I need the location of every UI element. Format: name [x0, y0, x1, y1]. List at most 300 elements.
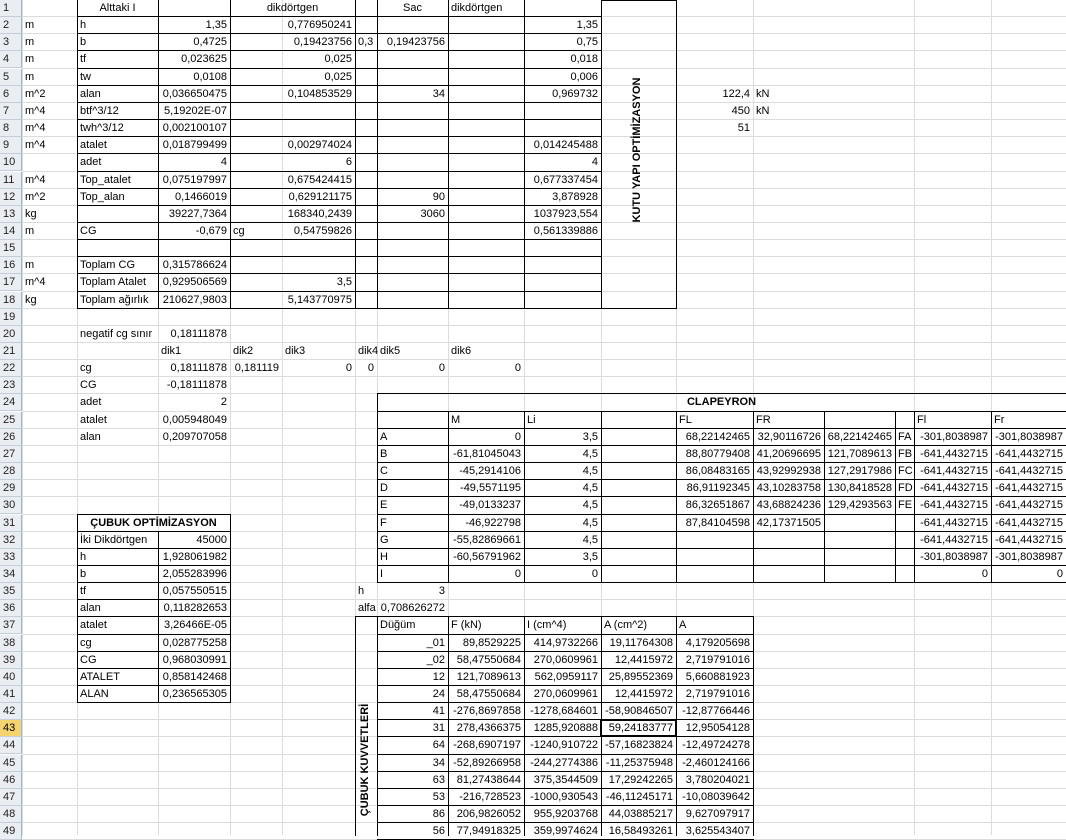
- row-header[interactable]: 33: [0, 549, 22, 566]
- label-cell[interactable]: Toplam CG: [80, 259, 136, 271]
- value-cell[interactable]: 90: [432, 191, 445, 203]
- value-cell[interactable]: [355, 120, 377, 137]
- label-cell[interactable]: [230, 120, 282, 137]
- dik-header[interactable]: dik3: [285, 345, 306, 357]
- row-header[interactable]: 22: [0, 360, 22, 377]
- value-cell[interactable]: 0,929506569: [162, 276, 227, 288]
- value-cell[interactable]: [355, 206, 377, 223]
- value-cell[interactable]: 0,006: [570, 71, 598, 83]
- value-cell[interactable]: [377, 292, 448, 309]
- clap-header-M[interactable]: M: [451, 414, 461, 426]
- middle-value[interactable]: 0,005948049: [162, 414, 227, 426]
- value-cell[interactable]: [377, 240, 448, 257]
- value-cell[interactable]: [355, 51, 377, 68]
- value-cell[interactable]: 0,002974024: [287, 139, 352, 151]
- side-value[interactable]: 122,4: [722, 88, 750, 100]
- kuv-value[interactable]: -10,08039642: [682, 791, 750, 803]
- kuv-value[interactable]: _01: [426, 637, 445, 649]
- clap-FR[interactable]: 43,10283758: [756, 482, 821, 494]
- label-cell[interactable]: [230, 17, 282, 34]
- kuv-value[interactable]: -244,2774386: [530, 757, 598, 769]
- clap-sum[interactable]: 68,22142465: [827, 431, 892, 443]
- clap-FR[interactable]: [753, 566, 824, 583]
- clap-Fl[interactable]: -301,8038987: [920, 431, 988, 443]
- unit-cell[interactable]: m: [25, 71, 35, 83]
- clap-Fr[interactable]: -641,4432715: [995, 465, 1063, 477]
- kuv-value[interactable]: 58,47550684: [456, 688, 521, 700]
- unit-cell[interactable]: [22, 154, 77, 171]
- row-header[interactable]: 30: [0, 497, 22, 514]
- clap-Li[interactable]: 4,5: [582, 482, 598, 494]
- value-cell[interactable]: 6: [345, 156, 352, 168]
- kuv-value[interactable]: 25,89552369: [608, 671, 673, 683]
- value-cell[interactable]: [355, 240, 377, 257]
- value-cell[interactable]: [524, 292, 601, 309]
- value-cell[interactable]: [377, 154, 448, 171]
- label-cell[interactable]: twh^3/12: [80, 122, 124, 134]
- value-cell[interactable]: [377, 257, 448, 274]
- kuv-header[interactable]: A: [679, 619, 687, 631]
- kuv-value[interactable]: 12,95054128: [685, 722, 750, 734]
- kuv-value[interactable]: 77,94918325: [456, 825, 521, 837]
- clap-Fr[interactable]: 0: [1056, 568, 1063, 580]
- alfa-label[interactable]: alfa: [358, 602, 376, 614]
- value-cell[interactable]: 0,677337454: [533, 174, 598, 186]
- middle-value[interactable]: 2: [220, 396, 227, 408]
- clap-tag[interactable]: FA: [898, 431, 912, 443]
- cubuk-opt-value[interactable]: 0,968030991: [162, 654, 227, 666]
- label-cell[interactable]: adet: [80, 156, 102, 168]
- kuv-value[interactable]: 278,4366375: [456, 722, 521, 734]
- cubuk-opt-value[interactable]: 45000: [196, 534, 227, 546]
- clap-FL[interactable]: 68,22142465: [685, 431, 750, 443]
- kuv-value[interactable]: 44,03885217: [608, 808, 673, 820]
- value-cell[interactable]: 5,19202E-07: [164, 105, 227, 117]
- clap-M[interactable]: -61,81045043: [453, 448, 521, 460]
- kuv-value[interactable]: 12,4415972: [614, 688, 673, 700]
- clap-node[interactable]: E: [380, 499, 388, 511]
- negatif-value[interactable]: 0,18111878: [170, 328, 227, 340]
- clap-Li[interactable]: 3,5: [582, 431, 598, 443]
- row-header[interactable]: 36: [0, 600, 22, 617]
- kuv-value[interactable]: 34: [432, 757, 445, 769]
- unit-cell[interactable]: m^4: [25, 276, 46, 288]
- kuv-value[interactable]: 414,9732266: [533, 637, 598, 649]
- cubuk-opt-value[interactable]: 0,118282653: [163, 602, 227, 614]
- cg-value[interactable]: 0,18111878: [170, 362, 227, 374]
- cubuk-opt-label[interactable]: alan: [80, 602, 101, 614]
- value-cell[interactable]: [377, 69, 448, 86]
- dik-header[interactable]: dik4: [358, 345, 379, 357]
- clap-node[interactable]: F: [380, 517, 387, 529]
- kuv-value[interactable]: 270,0609961: [533, 688, 598, 700]
- value-cell[interactable]: 0,002100107: [162, 122, 227, 134]
- label-cell[interactable]: [230, 240, 282, 257]
- clap-M[interactable]: -55,82869661: [453, 534, 521, 546]
- cubuk-opt-label[interactable]: ALAN: [80, 688, 109, 700]
- value-cell[interactable]: 1,35: [576, 19, 598, 31]
- unit-cell[interactable]: m: [25, 19, 35, 31]
- label-cell[interactable]: [230, 51, 282, 68]
- value-cell[interactable]: [355, 154, 377, 171]
- row-header[interactable]: 16: [0, 257, 22, 274]
- row-header[interactable]: 39: [0, 652, 22, 669]
- clap-header-Fr[interactable]: Fr: [994, 414, 1005, 426]
- unit-cell[interactable]: m: [25, 36, 35, 48]
- value-cell[interactable]: [524, 103, 601, 120]
- clap-FL[interactable]: [676, 566, 753, 583]
- side-unit[interactable]: kN: [756, 105, 770, 117]
- cubuk-opt-value[interactable]: 3,26466E-05: [164, 619, 227, 631]
- value-cell[interactable]: 0,969732: [552, 88, 598, 100]
- negatif-label[interactable]: negatif cg sınır: [80, 328, 153, 340]
- kuv-value[interactable]: -1240,910722: [530, 739, 598, 751]
- row-header[interactable]: 23: [0, 377, 22, 394]
- clap-M[interactable]: 0: [514, 568, 521, 580]
- clap-header-Li[interactable]: Li: [527, 414, 536, 426]
- label-cell[interactable]: [230, 206, 282, 223]
- clap-Fl[interactable]: -301,8038987: [920, 551, 988, 563]
- label-cell[interactable]: alan: [80, 88, 101, 100]
- value-cell[interactable]: [377, 51, 448, 68]
- value-cell[interactable]: 3,5: [336, 276, 352, 288]
- value-cell[interactable]: 0,19423756: [386, 36, 445, 48]
- row-header[interactable]: 45: [0, 755, 22, 772]
- kuv-value[interactable]: 17,29242265: [608, 774, 673, 786]
- clapeyron-title[interactable]: CLAPEYRON: [686, 396, 757, 408]
- kuv-value[interactable]: 3,625543407: [685, 825, 750, 837]
- kuv-value[interactable]: 955,9203768: [533, 808, 598, 820]
- value-cell[interactable]: [355, 17, 377, 34]
- clap-FL[interactable]: 86,32651867: [685, 499, 750, 511]
- value-cell[interactable]: [524, 240, 601, 257]
- clap-Fl[interactable]: -641,4432715: [920, 448, 988, 460]
- clap-FL[interactable]: 87,84104598: [685, 517, 750, 529]
- clap-sum[interactable]: 129,4293563: [827, 499, 892, 511]
- row-header[interactable]: 32: [0, 532, 22, 549]
- value-cell[interactable]: 0,0108: [193, 71, 227, 83]
- cg-value[interactable]: 0,181119: [234, 362, 279, 374]
- value-cell[interactable]: 0,19423756: [293, 36, 352, 48]
- value-cell[interactable]: [377, 274, 448, 291]
- row-header[interactable]: 21: [0, 343, 22, 360]
- clap-Fl[interactable]: -641,4432715: [920, 499, 988, 511]
- clap-tag[interactable]: [895, 566, 914, 583]
- row-header[interactable]: 15: [0, 240, 22, 257]
- label-cell[interactable]: [77, 240, 158, 257]
- row-header[interactable]: 40: [0, 669, 22, 686]
- label-cell[interactable]: [230, 34, 282, 51]
- kuv-value[interactable]: 86: [432, 808, 445, 820]
- clap-FL[interactable]: 88,80779408: [685, 448, 750, 460]
- value-cell[interactable]: [377, 137, 448, 154]
- clap-sum[interactable]: [824, 566, 895, 583]
- kuv-value[interactable]: 81,27438644: [456, 774, 521, 786]
- row-header[interactable]: 7: [0, 103, 22, 120]
- value-cell[interactable]: 0,036650475: [162, 88, 227, 100]
- row-header[interactable]: 3: [0, 34, 22, 51]
- clap-header-FR[interactable]: FR: [756, 414, 771, 426]
- row-header[interactable]: 25: [0, 412, 22, 429]
- clap-Li[interactable]: 4,5: [582, 465, 598, 477]
- label-cell[interactable]: tf: [80, 53, 87, 65]
- unit-cell[interactable]: [22, 240, 77, 257]
- value-cell[interactable]: [282, 257, 355, 274]
- value-cell[interactable]: 0,4725: [193, 36, 227, 48]
- kuv-value[interactable]: _02: [426, 654, 445, 666]
- value-cell[interactable]: 34: [432, 88, 445, 100]
- value-cell[interactable]: 0,3: [358, 36, 374, 48]
- value-cell[interactable]: [377, 120, 448, 137]
- cubuk-opt-value[interactable]: 1,928061982: [162, 551, 227, 563]
- value-cell[interactable]: 4: [591, 156, 598, 168]
- value-cell[interactable]: [158, 240, 230, 257]
- label-cell[interactable]: [230, 86, 282, 103]
- kuv-value[interactable]: -2,460124166: [682, 757, 750, 769]
- label-cell[interactable]: Toplam Atalet: [80, 276, 147, 288]
- label-cell[interactable]: atalet: [80, 139, 107, 151]
- middle-label[interactable]: adet: [80, 396, 102, 408]
- value-cell[interactable]: [377, 172, 448, 189]
- header-alttaki[interactable]: Alttaki I: [99, 2, 136, 14]
- value-cell[interactable]: 5,143770975: [287, 294, 352, 306]
- value-cell[interactable]: [355, 103, 377, 120]
- label-cell[interactable]: btf^3/12: [80, 105, 119, 117]
- label-cell[interactable]: cg: [233, 225, 245, 237]
- row-header[interactable]: 20: [0, 326, 22, 343]
- label-cell[interactable]: Top_atalet: [80, 174, 131, 186]
- kuv-value[interactable]: -216,728523: [459, 791, 521, 803]
- clap-Fr[interactable]: -641,4432715: [995, 482, 1063, 494]
- cubuk-opt-label[interactable]: h: [80, 551, 87, 563]
- row-header[interactable]: 12: [0, 189, 22, 206]
- unit-cell[interactable]: kg: [25, 208, 37, 220]
- kuv-value[interactable]: 562,0959117: [534, 671, 598, 683]
- label-cell[interactable]: [230, 274, 282, 291]
- kuv-value[interactable]: 12: [432, 671, 445, 683]
- kuv-value[interactable]: 31: [432, 722, 445, 734]
- cubuk-opt-value[interactable]: 0,858142468: [162, 671, 227, 683]
- value-cell[interactable]: 210627,9803: [162, 294, 227, 306]
- middle-label[interactable]: atalet: [80, 414, 107, 426]
- value-cell[interactable]: 0,629121175: [288, 191, 352, 203]
- kuv-header[interactable]: F (kN): [451, 619, 482, 631]
- clap-M[interactable]: -46,922798: [465, 517, 521, 529]
- row-header[interactable]: 37: [0, 617, 22, 634]
- clap-M[interactable]: 0: [514, 431, 521, 443]
- value-cell[interactable]: 0,025: [324, 71, 352, 83]
- row-header[interactable]: 49: [0, 823, 22, 840]
- value-cell[interactable]: 0,018: [570, 53, 598, 65]
- side-unit[interactable]: kN: [756, 88, 770, 100]
- clap-sum[interactable]: 121,7089613: [827, 448, 892, 460]
- row-header[interactable]: 28: [0, 463, 22, 480]
- label-cell[interactable]: tw: [80, 71, 91, 83]
- clap-header-FL[interactable]: FL: [679, 414, 692, 426]
- clap-header-Fl[interactable]: Fl: [917, 414, 927, 426]
- clap-node[interactable]: C: [380, 465, 388, 477]
- clap-node[interactable]: G: [380, 534, 389, 546]
- value-cell[interactable]: [355, 172, 377, 189]
- value-cell[interactable]: 3060: [420, 208, 445, 220]
- value-cell[interactable]: [377, 17, 448, 34]
- value-cell[interactable]: [524, 257, 601, 274]
- value-cell[interactable]: [524, 120, 601, 137]
- row-header[interactable]: 43: [0, 720, 22, 737]
- clap-node[interactable]: H: [380, 551, 388, 563]
- middle-value[interactable]: 0,209707058: [162, 431, 227, 443]
- clap-M[interactable]: -49,5571195: [460, 482, 521, 494]
- kuv-value[interactable]: 3,780204021: [685, 774, 750, 786]
- cubuk-opt-value[interactable]: 0,236565305: [162, 688, 227, 700]
- side-value[interactable]: 450: [731, 105, 750, 117]
- kuv-value[interactable]: 63: [432, 774, 445, 786]
- row-header[interactable]: 8: [0, 120, 22, 137]
- row-header[interactable]: 48: [0, 806, 22, 823]
- kuv-value[interactable]: 9,627097917: [685, 808, 750, 820]
- label-cell[interactable]: [77, 206, 158, 223]
- kuv-header[interactable]: I (cm^4): [527, 619, 567, 631]
- kuv-header[interactable]: A (cm^2): [604, 619, 648, 631]
- value-cell[interactable]: 0,075197997: [162, 174, 227, 186]
- cg-label[interactable]: cg: [80, 362, 92, 374]
- clap-FR[interactable]: 32,90116726: [757, 431, 821, 443]
- row-header[interactable]: 18: [0, 292, 22, 309]
- middle-value[interactable]: -0,18111878: [166, 379, 227, 391]
- label-cell[interactable]: [230, 154, 282, 171]
- clap-sum[interactable]: 130,8418528: [827, 482, 892, 494]
- value-cell[interactable]: 4: [220, 156, 227, 168]
- clap-Fr[interactable]: -641,4432715: [995, 534, 1063, 546]
- row-header[interactable]: 11: [0, 172, 22, 189]
- value-cell[interactable]: 0,315786624: [162, 259, 227, 271]
- kuv-value[interactable]: -268,6907197: [453, 739, 521, 751]
- cubuk-opt-label[interactable]: İki Dikdörtgen: [80, 534, 148, 546]
- header-dikdortgen-2[interactable]: dikdörtgen: [451, 2, 503, 14]
- cubuk-opt-title[interactable]: ÇUBUK OPTİMİZASYON: [90, 517, 217, 529]
- kuv-value[interactable]: 41: [432, 705, 445, 717]
- row-header[interactable]: 2: [0, 17, 22, 34]
- value-cell[interactable]: 0,014245488: [533, 139, 598, 151]
- clap-Fr[interactable]: -641,4432715: [995, 499, 1063, 511]
- value-cell[interactable]: 0,018799499: [162, 139, 227, 151]
- dik-header[interactable]: dik1: [161, 345, 182, 357]
- kuv-value[interactable]: 2,719791016: [685, 688, 750, 700]
- value-cell[interactable]: [524, 274, 601, 291]
- label-cell[interactable]: CG: [80, 225, 97, 237]
- clap-FR[interactable]: 43,68824236: [756, 499, 821, 511]
- unit-cell[interactable]: m^4: [25, 174, 46, 186]
- value-cell[interactable]: [355, 292, 377, 309]
- kuv-value[interactable]: 12,4415972: [614, 654, 673, 666]
- value-cell[interactable]: [355, 257, 377, 274]
- clap-FR[interactable]: [753, 549, 824, 566]
- clap-tag[interactable]: FD: [898, 482, 913, 494]
- clap-node[interactable]: D: [380, 482, 388, 494]
- dik-header[interactable]: dik2: [233, 345, 254, 357]
- clap-tag[interactable]: [895, 532, 914, 549]
- cubuk-opt-label[interactable]: tf: [80, 585, 87, 597]
- kuv-value[interactable]: -11,25375948: [605, 757, 673, 769]
- value-cell[interactable]: 0,023625: [181, 53, 227, 65]
- value-cell[interactable]: 0,776950241: [287, 19, 352, 31]
- row-header[interactable]: 34: [0, 566, 22, 583]
- label-cell[interactable]: [230, 103, 282, 120]
- label-cell[interactable]: Toplam ağırlık: [80, 294, 149, 306]
- h-label[interactable]: h: [358, 585, 365, 597]
- kuv-value[interactable]: -46,11245171: [605, 791, 673, 803]
- label-cell[interactable]: [230, 69, 282, 86]
- unit-cell[interactable]: m: [25, 259, 35, 271]
- kuv-value[interactable]: 19,11764308: [609, 637, 673, 649]
- kuv-value[interactable]: 2,719791016: [685, 654, 750, 666]
- row-header[interactable]: 27: [0, 446, 22, 463]
- value-cell[interactable]: [355, 137, 377, 154]
- row-header[interactable]: 26: [0, 429, 22, 446]
- kuv-value[interactable]: 1285,920888: [533, 722, 598, 734]
- kuv-value[interactable]: 56: [432, 825, 445, 837]
- h-value[interactable]: 3: [438, 585, 445, 597]
- value-cell[interactable]: 3,878928: [552, 191, 598, 203]
- clap-Li[interactable]: 4,5: [582, 499, 598, 511]
- header-sac[interactable]: Sac: [403, 2, 422, 14]
- kuv-value[interactable]: -12,87766446: [682, 705, 750, 717]
- clap-Fr[interactable]: -301,8038987: [995, 551, 1063, 563]
- kuv-value[interactable]: 206,9826052: [456, 808, 521, 820]
- clap-FL[interactable]: [676, 532, 753, 549]
- unit-cell[interactable]: kg: [25, 294, 37, 306]
- clap-node[interactable]: B: [380, 448, 388, 460]
- clap-Li[interactable]: 3,5: [582, 551, 598, 563]
- value-cell[interactable]: 0,675424415: [287, 174, 352, 186]
- clap-FR[interactable]: [753, 532, 824, 549]
- clap-FR[interactable]: 42,17371505: [756, 517, 821, 529]
- header-dikdortgen-1[interactable]: dikdörtgen: [266, 2, 319, 14]
- clap-tag[interactable]: [895, 515, 914, 532]
- label-cell[interactable]: [230, 257, 282, 274]
- kuv-value[interactable]: -1000,930543: [530, 791, 598, 803]
- value-cell[interactable]: [355, 223, 377, 240]
- cg-value[interactable]: 0: [438, 362, 445, 374]
- clap-node[interactable]: I: [380, 568, 384, 580]
- label-cell[interactable]: Top_alan: [80, 191, 125, 203]
- cg-value[interactable]: 0: [514, 362, 521, 374]
- clap-Li[interactable]: 0: [591, 568, 598, 580]
- row-header[interactable]: 31: [0, 515, 22, 532]
- value-cell[interactable]: -0,679: [195, 225, 227, 237]
- kuv-value[interactable]: -12,49724278: [682, 739, 750, 751]
- side-unit[interactable]: [753, 120, 800, 137]
- kuv-value[interactable]: 359,9974624: [533, 825, 598, 837]
- clap-FL[interactable]: 86,91192345: [686, 482, 750, 494]
- unit-cell[interactable]: m^4: [25, 105, 46, 117]
- cubuk-opt-value[interactable]: 2,055283996: [162, 568, 227, 580]
- row-header[interactable]: 29: [0, 480, 22, 497]
- row-header[interactable]: 44: [0, 737, 22, 754]
- row-header[interactable]: 47: [0, 789, 22, 806]
- value-cell[interactable]: 0,75: [576, 36, 598, 48]
- cubuk-opt-value[interactable]: 0,057550515: [162, 585, 227, 597]
- kuv-value[interactable]: 89,8529225: [462, 637, 521, 649]
- clap-Fl[interactable]: -641,4432715: [920, 517, 988, 529]
- clap-tag[interactable]: FC: [898, 465, 913, 477]
- kuv-value[interactable]: 270,0609961: [533, 654, 598, 666]
- kuv-value[interactable]: -276,8697858: [453, 705, 521, 717]
- row-header[interactable]: 35: [0, 583, 22, 600]
- clap-Fr[interactable]: -641,4432715: [995, 448, 1063, 460]
- kuv-value[interactable]: 16,58493261: [608, 825, 673, 837]
- value-cell[interactable]: [355, 86, 377, 103]
